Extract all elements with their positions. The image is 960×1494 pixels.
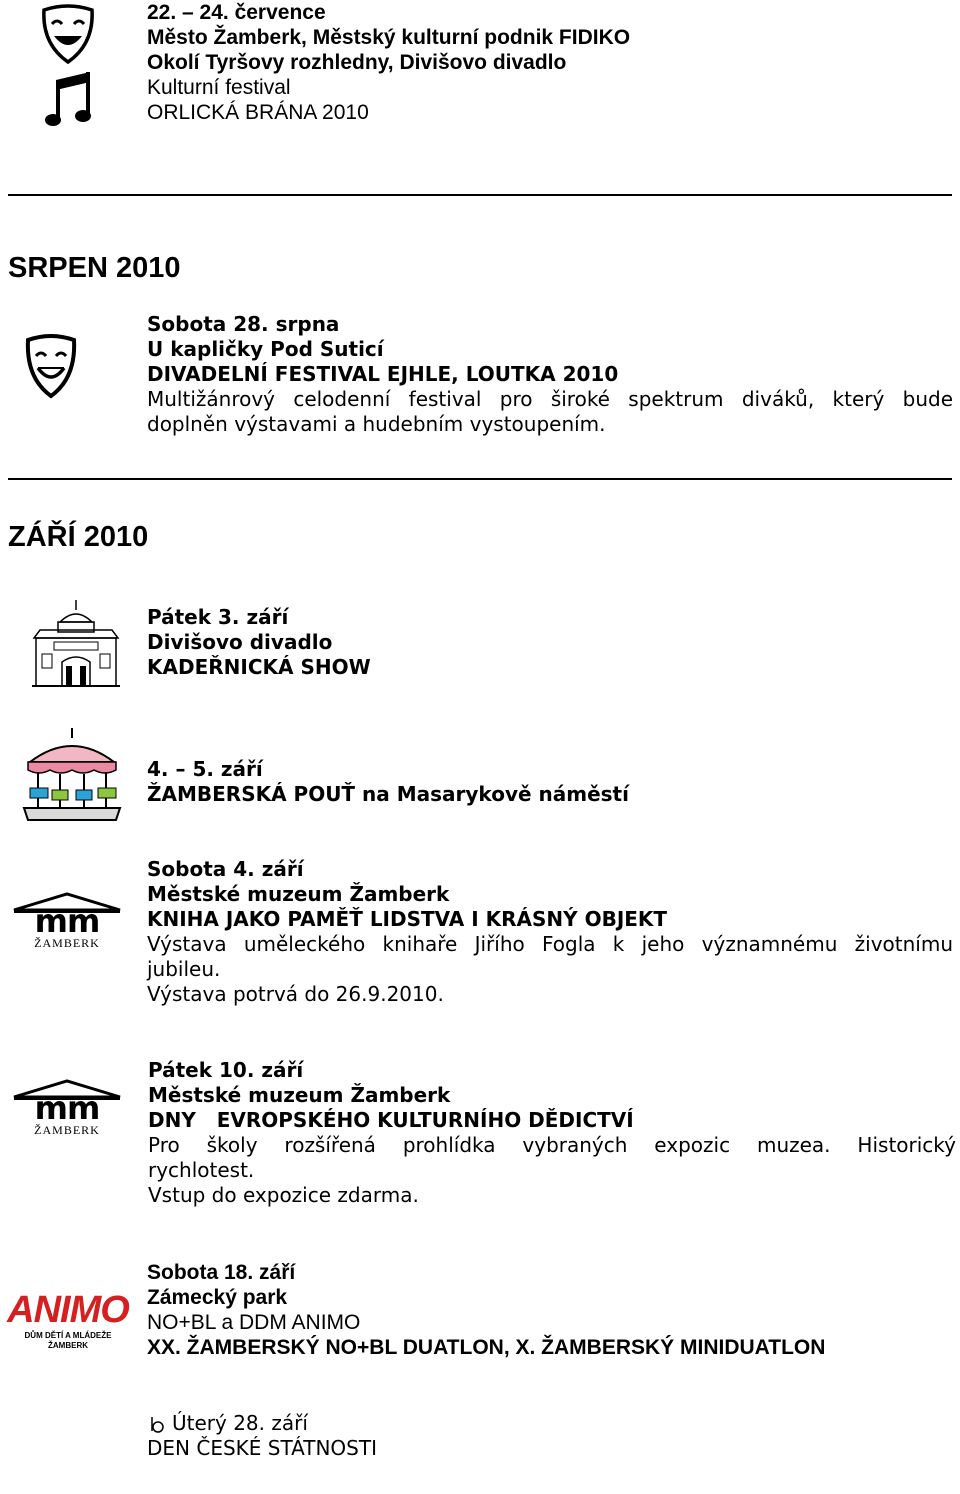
- event-venue: U kapličky Pod Suticí: [147, 337, 384, 361]
- event-title: KADEŘNICKÁ SHOW: [147, 655, 371, 679]
- event-title: DNY EVROPSKÉHO KULTURNÍHO DĚDICTVÍ: [148, 1108, 634, 1132]
- event-venue: Městské muzeum Žamberk: [147, 882, 450, 906]
- month-heading-august: SRPEN 2010: [8, 252, 181, 284]
- event-date: Sobota 4. září: [147, 857, 304, 881]
- event-date: Pátek 10. září: [148, 1058, 304, 1082]
- theatre-mask-icon: [24, 334, 78, 400]
- divider: [8, 478, 952, 480]
- festival-dates: 22. – 24. července: [147, 1, 326, 24]
- event-venue: Zámecký park: [147, 1286, 288, 1309]
- month-heading-september: ZÁŘÍ 2010: [8, 521, 149, 553]
- event-date: Sobota 28. srpna: [147, 312, 340, 336]
- event-description: rychlotest.: [148, 1158, 255, 1182]
- event-title: XX. ŽAMBERSKÝ NO+BL DUATLON, X. ŽAMBERSKÝ MINIDUATLON: [147, 1336, 826, 1359]
- event-date: Sobota 18. září: [147, 1261, 296, 1284]
- theatre-mask-icon: [38, 4, 98, 66]
- event-organizer: NO+BL a DDM ANIMO: [147, 1311, 361, 1334]
- event-title: KNIHA JAKO PAMĚŤ LIDSTVA I KRÁSNÝ OBJEKT: [147, 907, 668, 931]
- festival-name: ORLICKÁ BRÁNA 2010: [147, 101, 369, 124]
- event-description: doplněn výstavami a hudebním vystoupením.: [147, 412, 606, 436]
- carousel-icon: [20, 728, 124, 828]
- event-title: DIVADELNÍ FESTIVAL EJHLE, LOUTKA 2010: [147, 362, 619, 386]
- museum-logo: mm ŽAMBERK: [10, 892, 124, 952]
- animo-logo: ANIMO DŮM DĚTÍ A MLÁDEŽE ŽAMBERK: [7, 1289, 129, 1350]
- music-note-icon: [44, 70, 96, 132]
- event-note: Výstava potrvá do 26.9.2010.: [147, 982, 444, 1006]
- festival-venue: Okolí Tyršovy rozhledny, Divišovo divadlo: [147, 51, 567, 74]
- event-description: Výstava uměleckého knihaře Jiřího Fogla k jeho významnému životnímu: [147, 932, 953, 956]
- bullet-icon: [148, 1415, 166, 1435]
- event-description: jubileu.: [147, 957, 221, 981]
- museum-logo: mm ŽAMBERK: [10, 1079, 124, 1139]
- event-description: Pro školy rozšířená prohlídka vybraných expozic muzea. Historický: [148, 1133, 956, 1157]
- divider: [8, 194, 952, 196]
- theatre-building-icon: [30, 598, 122, 690]
- event-date: Úterý 28. září: [172, 1411, 308, 1435]
- event-title: DEN ČESKÉ STÁTNOSTI: [147, 1436, 377, 1460]
- event-description: Multižánrový celodenní festival pro široké spektrum diváků, který bude: [147, 387, 953, 411]
- event-venue: Divišovo divadlo: [147, 630, 333, 654]
- festival-kind: Kulturní festival: [147, 76, 291, 99]
- event-title: ŽAMBERSKÁ POUŤ na Masarykově náměstí: [147, 782, 629, 806]
- event-note: Vstup do expozice zdarma.: [148, 1183, 419, 1207]
- event-date: Pátek 3. září: [147, 605, 289, 629]
- event-date: 4. – 5. září: [147, 757, 263, 781]
- festival-organizer: Město Žamberk, Městský kulturní podnik FIDIKO: [147, 26, 631, 49]
- event-venue: Městské muzeum Žamberk: [148, 1083, 451, 1107]
